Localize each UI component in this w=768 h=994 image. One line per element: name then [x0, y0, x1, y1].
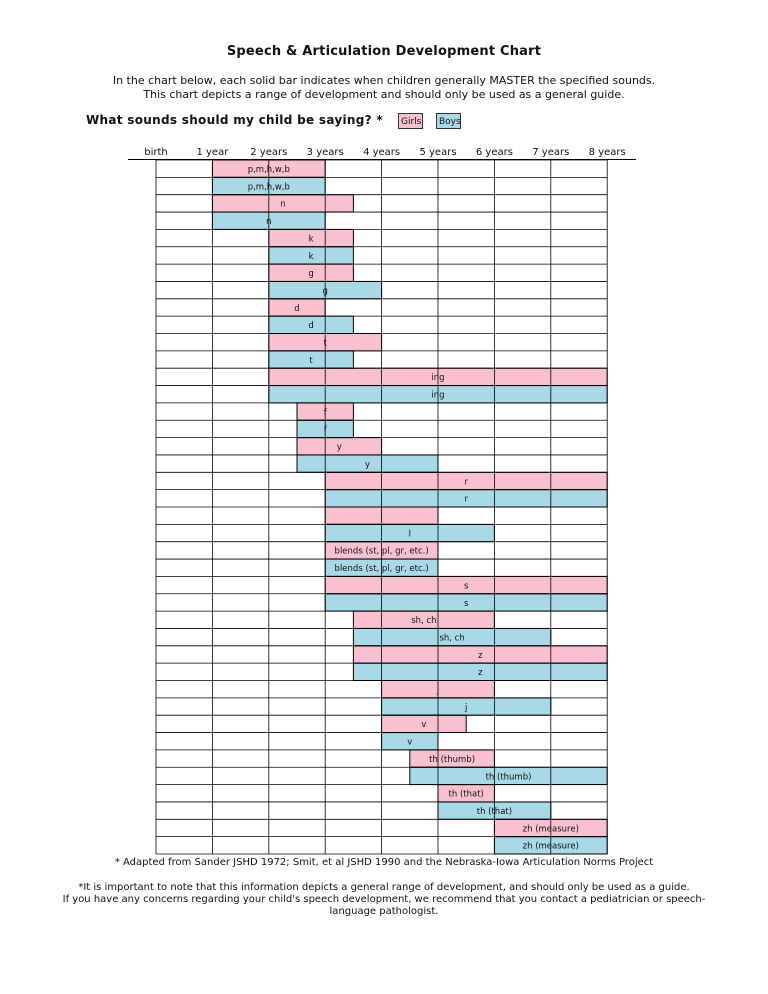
x-tick-label: 5 years: [419, 147, 457, 158]
bar-label: j: [465, 702, 468, 713]
bar-label: g: [308, 269, 314, 280]
bar-label: l: [380, 512, 383, 522]
page-title: Speech & Articulation Development Chart: [226, 44, 542, 59]
x-tick-label: 2 years: [250, 147, 288, 158]
bar-label: t: [309, 355, 313, 366]
bar-label: th (thumb): [485, 772, 532, 783]
bar-label: r: [464, 477, 468, 488]
bar-label: f: [323, 425, 327, 436]
x-tick-label: 3 years: [306, 147, 344, 158]
bar-label: d: [294, 303, 300, 314]
bar-label: blends (st, pl, gr, etc.): [334, 564, 429, 575]
bar-label: d: [308, 321, 314, 332]
bar-label: r: [464, 494, 468, 505]
bar-label: z: [478, 668, 483, 679]
bar-label: th (that): [476, 806, 513, 817]
bar-label: y: [364, 459, 371, 470]
bar-label: t: [323, 338, 327, 349]
disclaimer-line-2: If you have any concerns regarding your child's speech development, we recommend that you contact a pediatrician or speech-language pathologist.: [62, 894, 706, 917]
bar-label: n: [266, 217, 272, 228]
x-tick-label: birth: [144, 147, 168, 158]
bar-label: p,m,h,w,b: [247, 182, 290, 193]
legend-girls: Girls: [398, 113, 423, 129]
x-tick-label: 7 years: [532, 147, 570, 158]
bar-label: sh, ch: [411, 616, 437, 627]
disclaimer-line-1: *It is important to note that this information depicts a general range of development, and should only be used as a guide.: [78, 882, 690, 893]
intro-line-1: In the chart below, each solid bar indicates when children generally MASTER the specified sounds.: [112, 74, 656, 87]
x-tick-label: 6 years: [475, 147, 513, 158]
bar-label: s: [463, 598, 469, 609]
bar-label: blends (st, pl, gr, etc.): [334, 546, 429, 557]
x-tick-label: 1 year: [196, 147, 229, 158]
bar-label: n: [280, 199, 286, 210]
disclaimer: [40, 882, 728, 918]
bar-label: k: [308, 234, 314, 245]
bar-label: z: [478, 650, 483, 661]
x-tick-label: 8 years: [588, 147, 626, 158]
bar-label: v: [407, 737, 413, 748]
bar-label: s: [463, 581, 469, 592]
bar-label: f: [323, 407, 327, 418]
bar-label: zh (measure): [522, 824, 579, 835]
bar-label: y: [336, 442, 342, 453]
bar-label: th (thumb): [429, 754, 476, 765]
bar-label: v: [421, 720, 427, 731]
intro-line-2: This chart depicts a range of development and should only be used as a general guide.: [143, 88, 625, 101]
source-footnote: * Adapted from Sander JSHD 1972; Smit, et al JSHD 1990 and the Nebraska-Iowa Articulation Norms Project: [114, 857, 654, 868]
bar-label: zh (measure): [522, 841, 579, 852]
bar-label: l: [408, 529, 411, 540]
question-heading: What sounds should my child be saying? *: [86, 113, 383, 127]
legend-boys: Boys: [436, 113, 461, 129]
bar-label: ing: [431, 373, 445, 384]
bar-label: p,m,h,w,b: [247, 165, 290, 175]
bar-label: g: [322, 286, 328, 297]
bar-label: sh, ch: [439, 633, 465, 644]
x-tick-label: 4 years: [363, 147, 401, 158]
bar-label: th (that): [448, 789, 484, 800]
bar-label: j: [436, 685, 440, 696]
bar-label: ing: [431, 390, 445, 401]
bar-label: k: [308, 251, 314, 262]
